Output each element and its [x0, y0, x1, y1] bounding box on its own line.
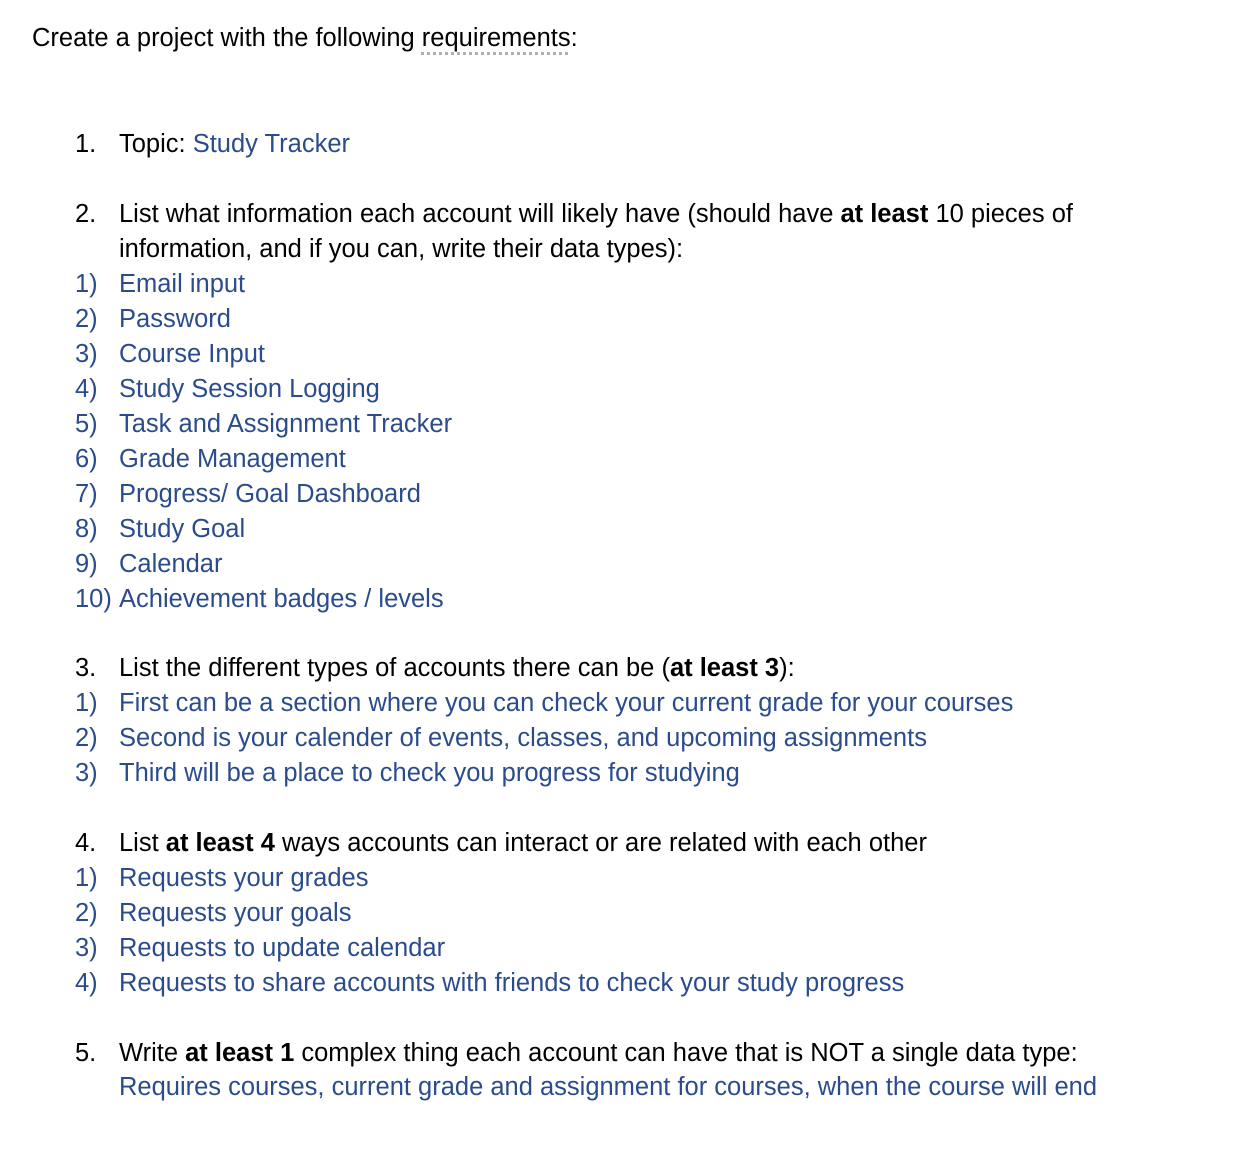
list-item-text: Study Goal — [119, 515, 246, 543]
question-text-part: ways accounts can interact or are related with each other — [274, 829, 927, 857]
list-item-text: Task and Assignment Tracker — [119, 410, 453, 438]
list-item-text: Password — [119, 305, 231, 333]
list-item-text: Course Input — [119, 340, 266, 368]
list-item-number: 2) — [75, 724, 98, 752]
question-text: information, and if you can, write their data types): — [119, 235, 684, 263]
list-item-number: 5) — [75, 410, 98, 438]
list-item-text: Progress/ Goal Dashboard — [119, 480, 421, 508]
question-number: 3. — [75, 654, 97, 682]
list-item-number: 4) — [75, 375, 98, 403]
question-emphasis: at least — [840, 200, 929, 228]
list-item-text: Requests to update calendar — [119, 934, 446, 962]
list-item-number: 9) — [75, 550, 98, 578]
list-item-text: First can be a section where you can check your current grade for your courses — [119, 689, 1014, 717]
list-item-text: Requests to share accounts with friends to check your study progress — [119, 969, 905, 997]
list-item-number: 4) — [75, 969, 98, 997]
question-text — [119, 826, 927, 861]
question-number: 5. — [75, 1039, 97, 1067]
answer-text: Requires courses, current grade and assignment for courses, when the course will end — [119, 1073, 1098, 1101]
intro-lead: Create a project with the following — [32, 24, 422, 52]
list-item-number: 1) — [75, 270, 98, 298]
question-emphasis: at least 3 — [669, 654, 780, 682]
list-item-text: Requests your grades — [119, 864, 369, 892]
question-text — [119, 127, 350, 162]
question-text-part: List the different types of accounts there can be ( — [119, 654, 670, 682]
topic-label: Topic: — [119, 130, 193, 158]
question-text-part: Write — [119, 1039, 186, 1067]
question-text-part: ): — [779, 654, 795, 682]
question-text-part: complex thing each account can have that is NOT a single data type: — [294, 1039, 1078, 1067]
topic-answer: Study Tracker — [192, 130, 351, 158]
question-emphasis: at least 1 — [185, 1039, 295, 1067]
question-text — [119, 197, 1073, 232]
list-item-text: Achievement badges / levels — [119, 585, 444, 613]
intro-tail: : — [570, 24, 578, 52]
list-item-number: 7) — [75, 480, 98, 508]
intro-line — [32, 24, 578, 53]
question-number: 1. — [75, 130, 97, 158]
question-text — [119, 1036, 1078, 1071]
list-item-text: Study Session Logging — [119, 375, 380, 403]
question-text-part: List what information each account will likely have (should have — [119, 200, 841, 228]
list-item-number: 8) — [75, 515, 98, 543]
list-item-text: Third will be a place to check you progress for studying — [119, 759, 740, 787]
list-item-number: 3) — [75, 759, 98, 787]
list-item-number: 2) — [75, 899, 98, 927]
list-item-text: Calendar — [119, 550, 223, 578]
list-item-text: Grade Management — [119, 445, 346, 473]
list-item-number: 1) — [75, 864, 98, 892]
question-text-part: 10 pieces of — [928, 200, 1073, 228]
question-emphasis: at least 4 — [165, 829, 275, 857]
list-item-number: 2) — [75, 305, 98, 333]
question-text-part: List — [119, 829, 166, 857]
question-text — [119, 651, 795, 686]
list-item-text: Email input — [119, 270, 246, 298]
list-item-number: 6) — [75, 445, 98, 473]
intro-underlined-word: requirements — [421, 24, 571, 52]
list-item-number: 10) — [75, 585, 112, 613]
list-item-number: 3) — [75, 340, 98, 368]
list-item-number: 3) — [75, 934, 98, 962]
list-item-text: Second is your calender of events, classes, and upcoming assignments — [119, 724, 927, 752]
question-number: 2. — [75, 200, 97, 228]
list-item-text: Requests your goals — [119, 899, 352, 927]
question-number: 4. — [75, 829, 97, 857]
list-item-number: 1) — [75, 689, 98, 717]
